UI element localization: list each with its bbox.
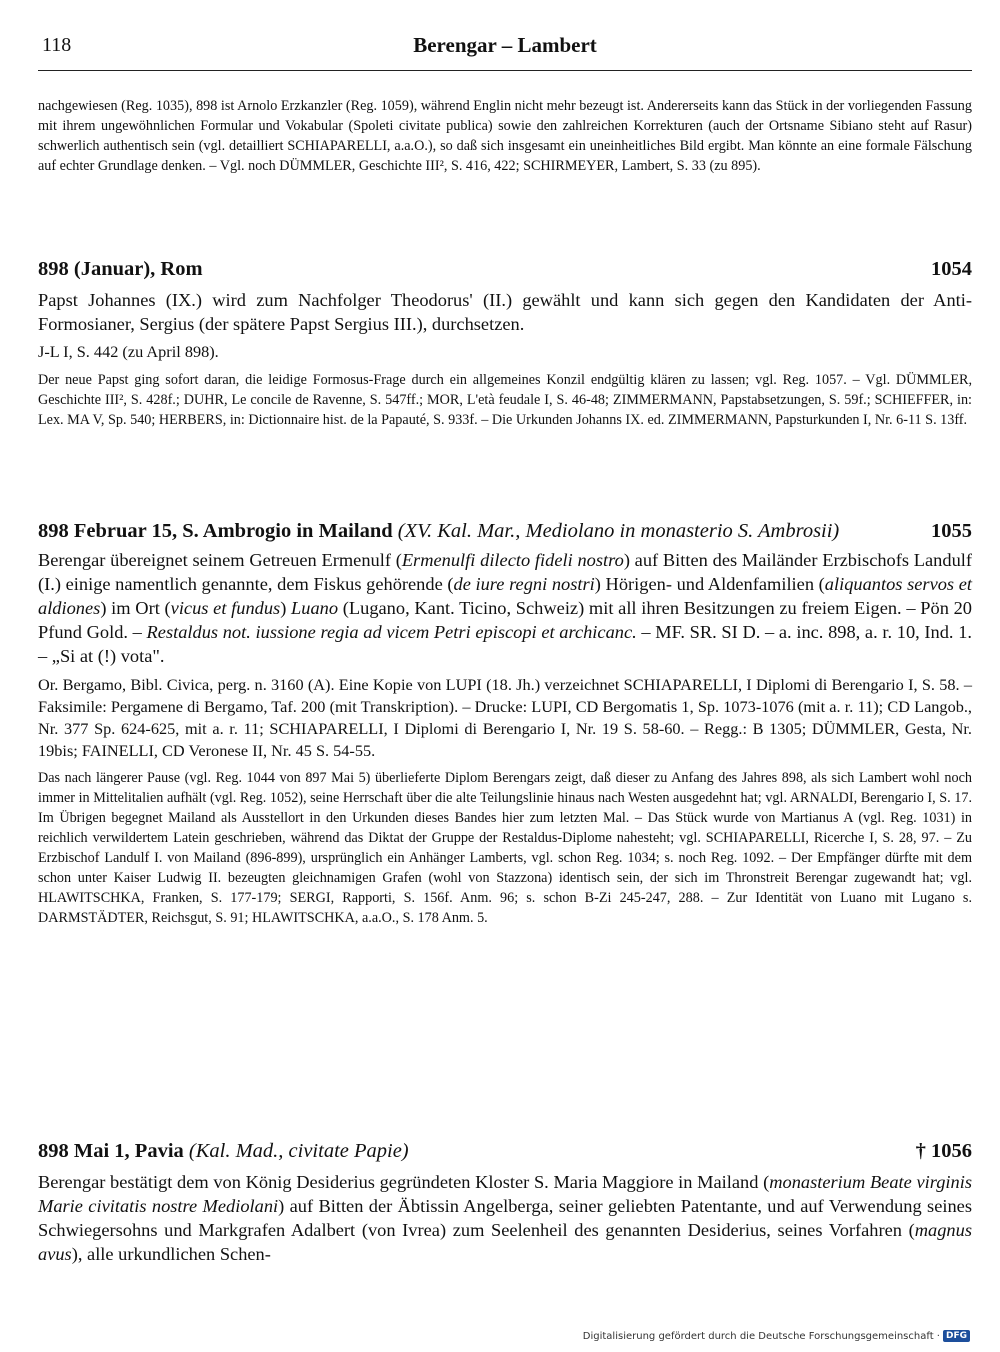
entry-citation: J-L I, S. 442 (zu April 898). — [38, 342, 219, 361]
entry-commentary: Der neue Papst ging sofort daran, die leidige Formosus-Frage durch ein allgemeines Konzil endgültig klären zu lassen; vgl. Reg. 1057. – Vgl. DÜMMLER, Geschichte III², S. 428f.; DUHR, Le concile de Ravenne, S. 547ff.; MOR, L'età feudale I, S. 46-48; ZIMMERMANN, Papstabsetzungen, S. 59f.; SCHIEFFER, in: Lex. MA V, Sp. 540; HERBERS, in: Dictionnaire hist. de la Papauté, S. 933f. – Die Urkunden Johanns IX. ed. ZIMMERMANN, Papsturkunden I, Nr. 6-11 S. 13ff. — [38, 372, 972, 428]
summary-text: ) — [280, 598, 292, 618]
entry-date-place: 898 Februar 15, S. Ambrogio in Mailand — [38, 520, 393, 542]
entry-date-place: 898 (Januar), Rom — [38, 258, 203, 280]
running-head — [38, 30, 972, 71]
entry-date-place: 898 Mai 1, Pavia — [38, 1140, 184, 1162]
summary-latin: de iure regni nostri — [453, 574, 595, 594]
summary-latin: aliquantos servos et aldiones — [38, 574, 972, 618]
entry-heading — [38, 1138, 972, 1164]
footer-credit-text: Digitalisierung gefördert durch die Deutsche Forschungsgemeinschaft · — [582, 1330, 940, 1342]
dfg-logo-icon: DFG — [943, 1330, 970, 1342]
entry-number: 1054 — [931, 258, 972, 280]
summary-text: – MF. SR. SI D. – a. inc. 898, a. r. 10, Ind. 1. – „Si at (!) vota". — [38, 622, 973, 666]
summary-text: ) im Ort ( — [100, 598, 171, 618]
summary-text: Berengar übereignet seinem Getreuen Ermenulf ( — [38, 550, 402, 570]
entry-heading — [38, 518, 972, 544]
entry-latin-date: (Kal. Mad., civitate Papie) — [188, 1140, 409, 1162]
summary-latin: Ermenulfi dilecto fideli nostro — [401, 550, 624, 570]
summary-latin: Restaldus not. iussione regia ad vicem Petri episcopi et archicanc. — [146, 622, 637, 642]
summary-text: Berengar bestätigt dem von König Desiderius gegründeten Kloster S. Maria Maggiore in Mailand ( — [38, 1172, 770, 1192]
running-title: Berengar – Lambert — [413, 33, 597, 57]
intro-note-block — [38, 96, 972, 176]
entry-1056 — [38, 1138, 972, 1266]
entry-number: † 1056 — [915, 1140, 972, 1162]
summary-latin: magnus avus — [38, 1220, 972, 1264]
entry-commentary: Das nach längerer Pause (vgl. Reg. 1044 von 897 Mai 5) überlieferte Diplom Berengars zeigt, daß dieser zu Anfang des Jahres 898, als sich Lambert wohl noch immer in Mittelitalien aufhält (vgl. Reg. 1052), seine Herrschaft über die alte Teilungslinie hinaus nach Westen ausgedehnt hat; vgl. ARNALDI, Berengario I, S. 17. Im Übrigen begegnet Mailand als Ausstellort in den Urkunden dieses Bandes hier zum letzten Mal. – Das Stück wurde von Martianus A (vgl. Reg. 1031) in reichlich verwildertem Latein geschrieben, während das Diktat der Gruppe der Restaldus-Diplome nahesteht; vgl. SCHIAPARELLI, Ricerche I, S. 28, 97. – Zu Erzbischof Landulf I. von Mailand (896-899), ursprünglich ein Anhänger Lamberts, vgl. schon Reg. 1034; s. noch Reg. 1092. – Der Empfänger dürfte mit dem schon unter Kaiser Ludwig II. bezeugten gleichnamigen Grafen (wohl von Stazzona) identisch sein, der sich im Thronstreit Berengar zugewandt hat; vgl. HLAWITSCHKA, Franken, S. 177-179; SERGI, Rapporti, S. 156f. Anm. 96; s. schon B-Zi 245-247, 288. – Zur Identität von Luano mit Lugano s. DARMSTÄDTER, Reichsgut, S. 91; HLAWITSCHKA, a.a.O., S. 178 Anm. 5. — [38, 770, 972, 926]
summary-latin: Luano — [291, 598, 339, 618]
summary-latin: vicus et fundus — [170, 598, 281, 618]
entry-summary: Papst Johannes (IX.) wird zum Nachfolger Theodorus' (II.) gewählt und kann sich gegen den Kandidaten der Anti-Formosianer, Sergius (der spätere Papst Sergius III.), durchsetzen. — [38, 290, 972, 334]
summary-text: ), alle urkundlichen Schen- — [71, 1244, 271, 1264]
summary-text: (Lugano, Kant. Ticino, Schweiz) mit all ihren Besitzungen zu freiem Eigen. – Pön 20 Pfund Gold. – — [38, 598, 972, 642]
entry-summary — [38, 1170, 972, 1266]
entry-1055 — [38, 518, 972, 928]
entry-citation: Or. Bergamo, Bibl. Civica, perg. n. 3160 (A). Eine Kopie von LUPI (18. Jh.) verzeichnet SCHIAPARELLI, I Diplomi di Berengario I, S. 58. – Faksimile: Pergamene di Bergamo, Taf. 200 (mit Transkription). – Drucke: LUPI, CD Bergomatis 1, Sp. 1073-1076 (mit a. r. 11); CD Langob., Nr. 377 Sp. 624-625, mit a. r. 11; SCHIAPARELLI, I Diplomi di Berengario I, Nr. 19 S. 58-60. – Regg.: B 1305; DÜMMLER, Gesta, Nr. 19bis; FAINELLI, CD Veronese II, Nr. 45 S. 54-55. — [38, 675, 972, 760]
footer-credit — [583, 1330, 970, 1342]
entry-latin-date: (XV. Kal. Mar., Mediolano in monasterio S. Ambrosii) — [397, 520, 840, 542]
entry-1054 — [38, 256, 972, 430]
entry-number: 1055 — [931, 520, 972, 542]
summary-text: ) Hörigen- und Aldenfamilien ( — [594, 574, 825, 594]
entry-heading — [38, 256, 972, 282]
summary-latin: monasterium Beate virginis Marie civitatis nostre Mediolani — [38, 1172, 972, 1216]
page-number: 118 — [42, 34, 72, 56]
summary-text: ) auf Bitten des Mailänder Erzbischofs Landulf (I.) einige namentlich genannte, dem Fiskus gehörende ( — [38, 550, 972, 594]
entry-summary — [38, 548, 972, 668]
summary-text: ) auf Bitten der Äbtissin Angelberga, seiner geliebten Patentante, und auf Verwendung seines Schwiegersohns und Markgrafen Adalbert (von Ivrea) zum Seelenheil des genannten Desiderius, seines Vorfahren ( — [38, 1196, 972, 1240]
intro-note: nachgewiesen (Reg. 1035), 898 ist Arnolo Erzkanzler (Reg. 1059), während Englin nicht mehr bezeugt ist. Andererseits kann das Stück in der vorliegenden Fassung mit ihrem ungewöhnlichen Formular und Vokabular (Spoleti civitate publica) sowie den zahlreichen Korrekturen (auch der Ortsname Sibiano steht auf Rasur) schwerlich authentisch sein (vgl. detailliert SCHIAPARELLI, a.a.O.), so daß sich insgesamt ein uneinheitliches Bild ergibt. Man könnte an eine formale Fälschung auf echter Grundlage denken. – Vgl. noch DÜMMLER, Geschichte III², S. 416, 422; SCHIRMEYER, Lambert, S. 33 (zu 895). — [38, 98, 972, 174]
